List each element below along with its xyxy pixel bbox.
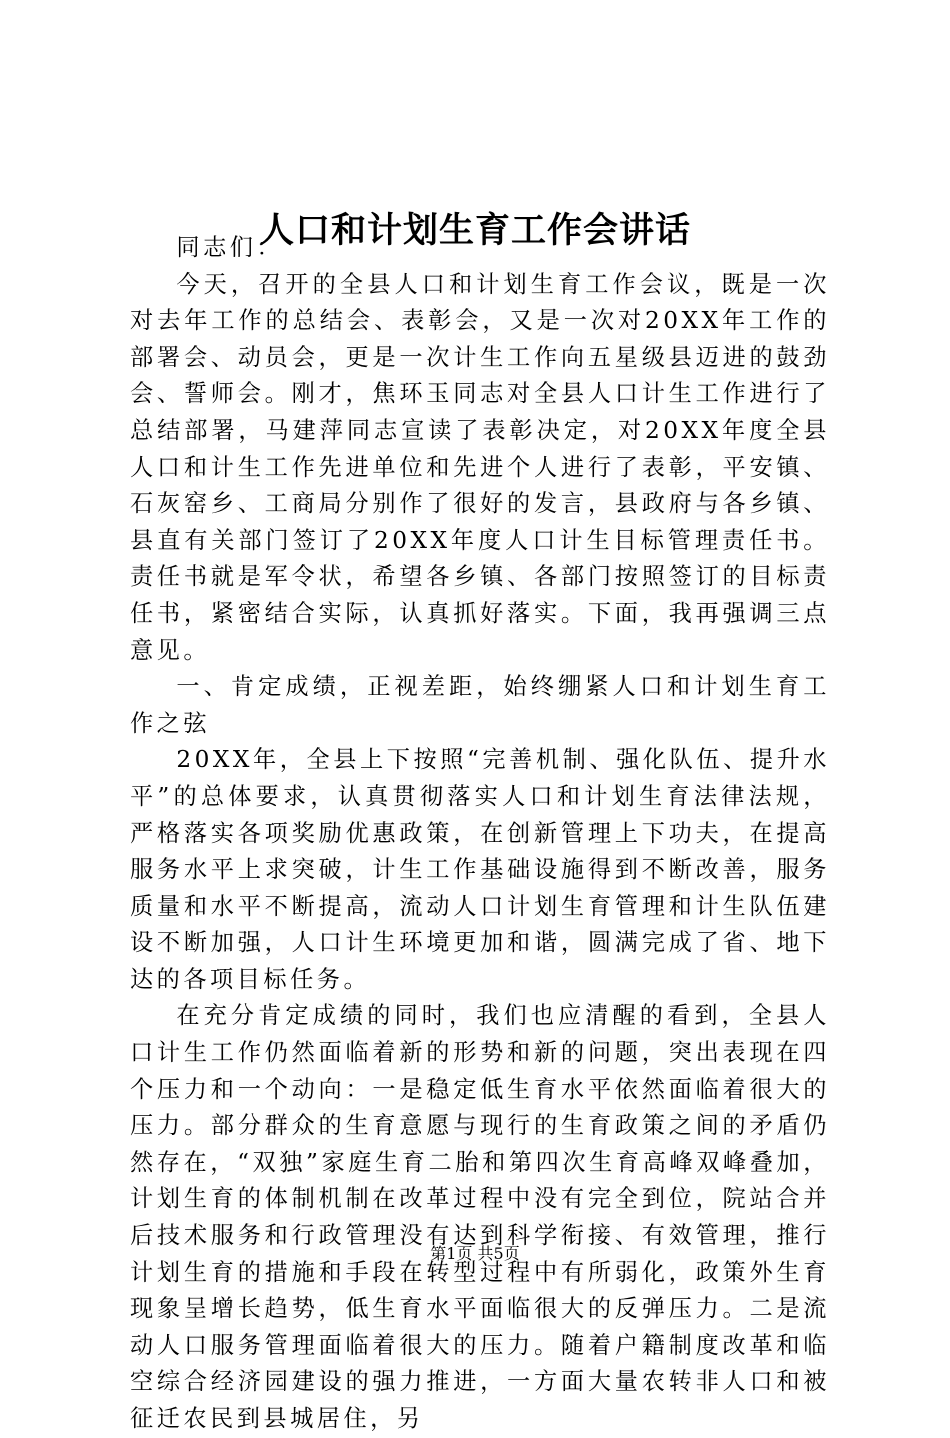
paragraph: 今天，召开的全县人口和计划生育工作会议，既是一次对去年工作的总结会、表彰会，又是一次对20XX年工作的部署会、动员会，更是一次计生工作向五星级县迈进的鼓劲会、誓师会。刚才，焦环玉同志对全县人口计生工作进行了总结部署，马建萍同志宣读了表彰决定，对20XX年度全县人口和计生工作先进单位和先进个人进行了表彰，平安镇、石灰窑乡、工商局分别作了很好的发言，县政府与各乡镇、县直有关部门签订了20XX年度人口计生目标管理责任书。责任书就是军令状，希望各乡镇、各部门按照签订的目标责任书，紧密结合实际，认真抓好落实。下面，我再强调三点意见。 xyxy=(130,270,830,664)
page-number: 第1页 共5页 xyxy=(430,1244,520,1263)
paragraph: 20XX年，全县上下按照“完善机制、强化队伍、提升水平”的总体要求，认真贯彻落实人口和计划生育法律法规，严格落实各项奖励优惠政策，在创新管理上下功夫，在提高服务水平上求突破，计生工作基础设施得到不断改善，服务质量和水平不断提高，流动人口计划生育管理和计生队伍建设不断加强，人口计生环境更加和谐，圆满完成了省、地下达的各项目标任务。 xyxy=(130,746,830,993)
salutation: 同志们： xyxy=(176,234,284,261)
paragraph: 在充分肯定成绩的同时，我们也应清醒的看到，全县人口计生工作仍然面临着新的形势和新的问题，突出表现在四个压力和一个动向：一是稳定低生育水平依然面临着很大的压力。部分群众的生育意愿与现行的生育政策之间的矛盾仍然存在，“双独”家庭生育二胎和第四次生育高峰双峰叠加，计划生育的体制机制在改革过程中没有完全到位，院站合并后技术服务和行政管理没有达到科学衔接、有效管理，推行计划生育的措施和手段在转型过程中有所弱化，政策外生育现象呈增长趋势，低生育水平面临很大的反弹压力。二是流动人口服务管理面临着很大的压力。随着户籍制度改革和临空综合经济园建设的强力推进，一方面大量农转非人口和被征迁农民到县城居住，另 xyxy=(130,1002,830,1432)
section-heading: 一、肯定成绩，正视差距，始终绷紧人口和计划生育工作之弦 xyxy=(130,673,830,737)
document-title: 人口和计划生育工作会讲话 xyxy=(258,210,691,252)
